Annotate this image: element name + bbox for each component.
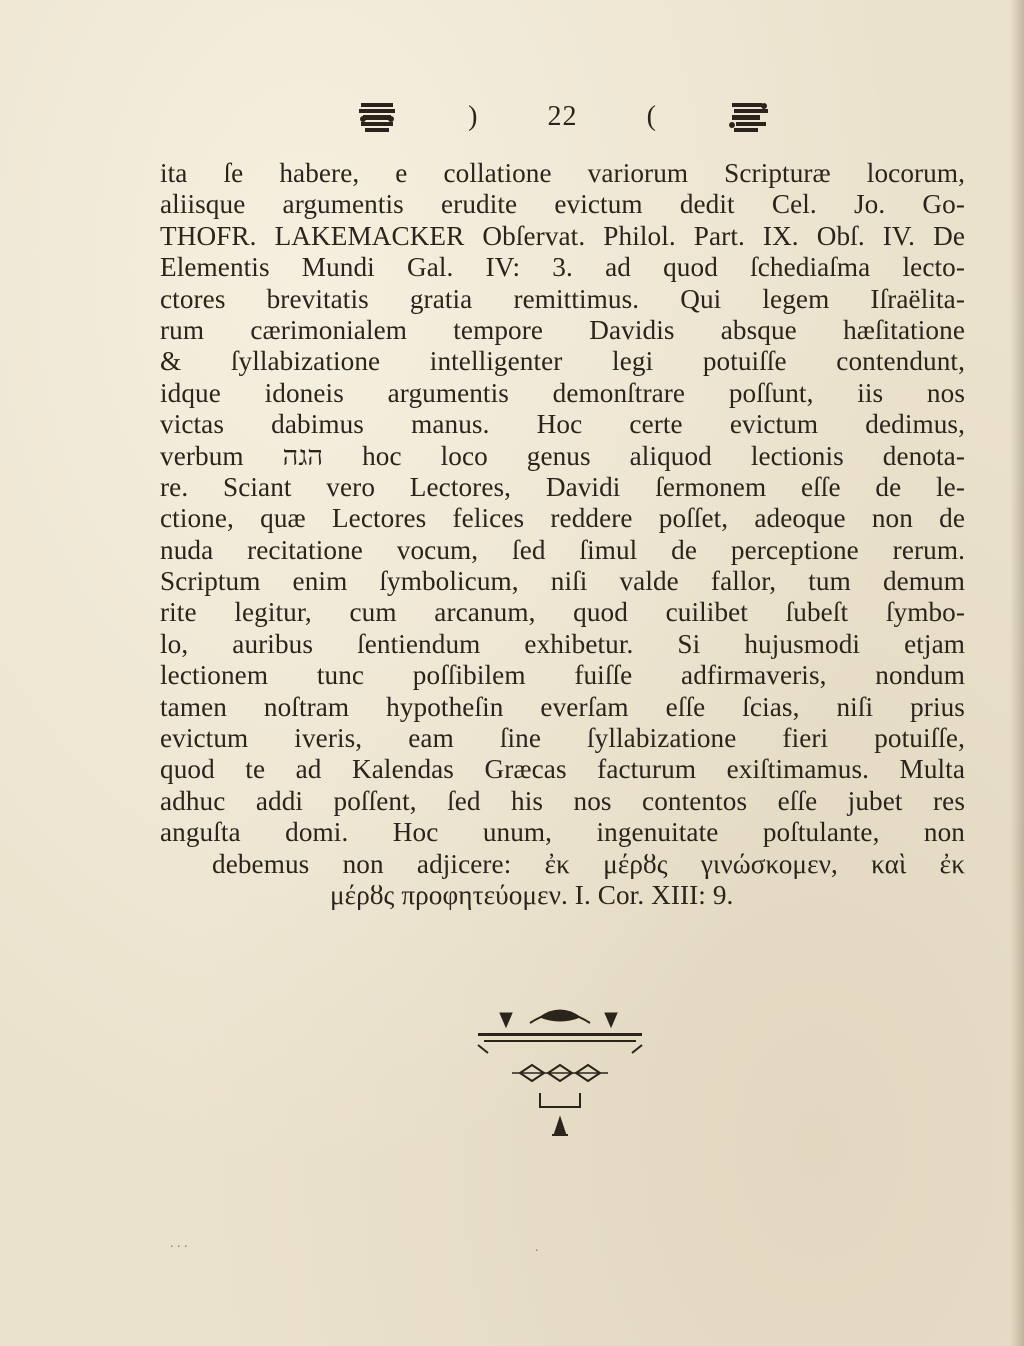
- tailpiece-ornament-icon: [470, 1005, 650, 1145]
- text-line: victas dabimus manus. Hoc certe evictum dedimus,: [160, 409, 965, 440]
- body-text: [160, 158, 965, 911]
- text-line: adhuc addi poſſent, ſed his nos contentos eſſe jubet res: [160, 785, 965, 816]
- text-line: nuda recitatione vocum, ſed ſimul de perceptione rerum.: [160, 534, 965, 565]
- text-line: ctores brevitatis gratia remittimus. Qui legem Iſraëlita-: [160, 283, 965, 314]
- text-line: & ſyllabizatione intelligenter legi potuiſſe contendunt,: [160, 346, 965, 377]
- text-line: lectionem tunc poſſibilem fuiſſe adfirmaveris, nondum: [160, 660, 965, 691]
- footer-print-marks: [160, 1236, 860, 1256]
- header-left-paren: ): [468, 101, 479, 132]
- print-mark: . . .: [170, 1236, 188, 1251]
- text-line: quod te ad Kalendas Græcas facturum exiſtimamus. Multa: [160, 754, 965, 785]
- page-header: [355, 93, 770, 141]
- text-line: rite legitur, cum arcanum, quod cuilibet ſubeſt ſymbo-: [160, 597, 965, 628]
- right-header-ornament-icon: [726, 97, 770, 137]
- text-line: anguſta domi. Hoc unum, ingenuitate poſtulante, non: [160, 817, 965, 848]
- left-header-ornament-icon: [355, 97, 399, 137]
- text-line: ita ſe habere, e collatione variorum Scripturæ locorum,: [160, 158, 965, 188]
- text-line: μέρȣς προφητεύομεν. I. Cor. XIII: 9.: [330, 879, 734, 910]
- header-right-paren: (: [646, 101, 657, 132]
- text-line: verbum הגה hoc loco genus aliquod lectionis denota-: [160, 440, 965, 471]
- text-line: rum cærimonialem tempore Davidis absque hæſitatione: [160, 314, 965, 345]
- text-line: ctione, quæ Lectores felices reddere poſſet, adeoque non de: [160, 503, 965, 534]
- text-line: debemus non adjicere: ἐκ μέρȣς γινώσκομεν, καὶ ἐκ: [212, 848, 965, 879]
- text-line: idque idoneis argumentis demonſtrare poſſunt, iis nos: [160, 377, 965, 408]
- text-line: lo, auribus ſentiendum exhibetur. Si hujusmodi etjam: [160, 628, 965, 659]
- page-edge-shadow: [1010, 0, 1024, 1346]
- text-line: aliisque argumentis erudite evictum dedit Cel. Jo. Go-: [160, 189, 965, 220]
- print-mark: .: [535, 1240, 539, 1255]
- page-number: 22: [547, 101, 578, 132]
- text-line: Elementis Mundi Gal. IV: 3. ad quod ſchediaſma lecto-: [160, 252, 965, 283]
- text-line: Scriptum enim ſymbolicum, niſi valde fallor, tum demum: [160, 566, 965, 597]
- text-line: tamen noſtram hypotheſin everſam eſſe ſcias, niſi prius: [160, 691, 965, 722]
- text-line: THOFR. LAKEMACKER Obſervat. Philol. Part. IX. Obſ. IV. De: [160, 220, 965, 251]
- text-line: evictum iveris, eam ſine ſyllabizatione fieri potuiſſe,: [160, 723, 965, 754]
- text-line: re. Sciant vero Lectores, Davidi ſermonem eſſe de le-: [160, 471, 965, 502]
